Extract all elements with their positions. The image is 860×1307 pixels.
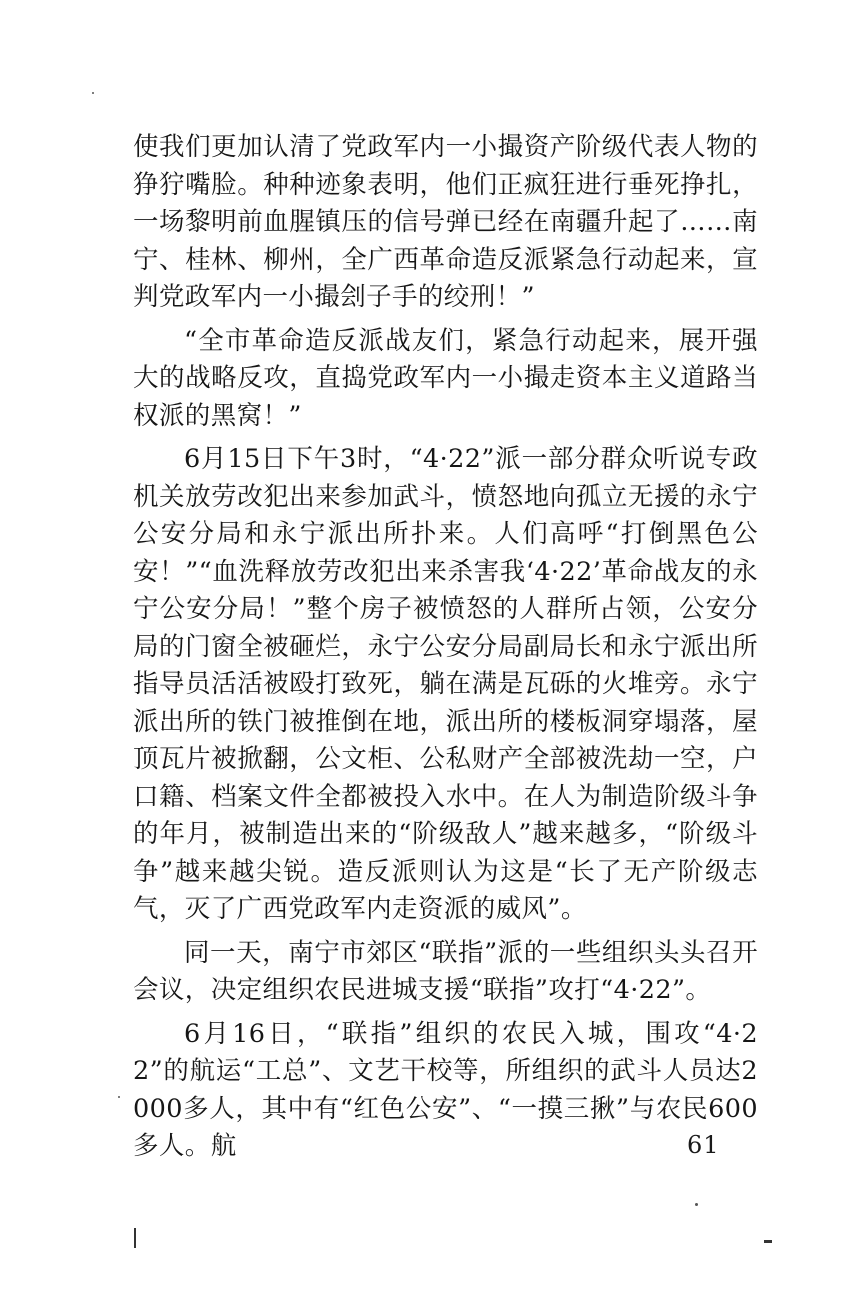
paragraph-3: 6月15日下午3时，“4·22”派一部分群众听说专政机关放劳改犯出来参加武斗，愤怒地向孤立无援的永宁公安分局和永宁派出所扑来。人们高呼“打倒黑色公安！”“血洗释放劳改犯出来杀害我‘4·22’革命战友的永宁公安分局！”整个房子被愤怒的人群所占领，公安分局的门窗全被砸烂，永宁公安分局副局长和永宁派出所指导员活活被殴打致死，躺在满是瓦砾的火堆旁。永宁派出所的铁门被推倒在地，派出所的楼板洞穿塌落，屋顶瓦片被掀翻，公文柜、公私财产全部被洗劫一空，户口籍、档案文件全都被投入水中。在人为制造阶级斗争的年月，被制造出来的“阶级敌人”越来越多，“阶级斗争”越来越尖锐。造反派则认为这是“长了无产阶级志气，灭了广西党政军内走资派的威风”。 <box>133 444 758 924</box>
paragraph-1: 使我们更加认清了党政军内一小撮资产阶级代表人物的狰狞嘴脸。种种迹象表明，他们正疯狂进行垂死挣扎，一场黎明前血腥镇压的信号弹已经在南疆升起了……南宁、桂林、柳州，全广西革命造反派紧急行动起来，宣判党政军内一小撮刽子手的绞刑！” <box>133 132 758 312</box>
paragraph-5: 6月16日，“联指”组织的农民入城，围攻“4·22”的航运“工总”、文艺干校等，所组织的武斗人员达2000多人，其中有“红色公安”、“一摸三揪”与农民600多人。航 <box>133 1018 758 1161</box>
body-text <box>133 129 758 1166</box>
page-number: 61 <box>687 1131 720 1159</box>
paragraph-4: 同一天，南宁市郊区“联指”派的一些组织头头召开会议，决定组织农民进城支援“联指”攻打“4·22”。 <box>133 937 758 1005</box>
scan-mark <box>764 1240 772 1243</box>
scan-mark <box>134 1228 136 1248</box>
scan-speck <box>92 92 94 94</box>
scan-speck <box>118 1096 120 1098</box>
scan-speck <box>695 1203 698 1206</box>
paragraph-2: “全市革命造反派战友们，紧急行动起来，展开强大的战略反攻，直捣党政军内一小撮走资本主义道路当权派的黑窝！” <box>133 325 758 431</box>
